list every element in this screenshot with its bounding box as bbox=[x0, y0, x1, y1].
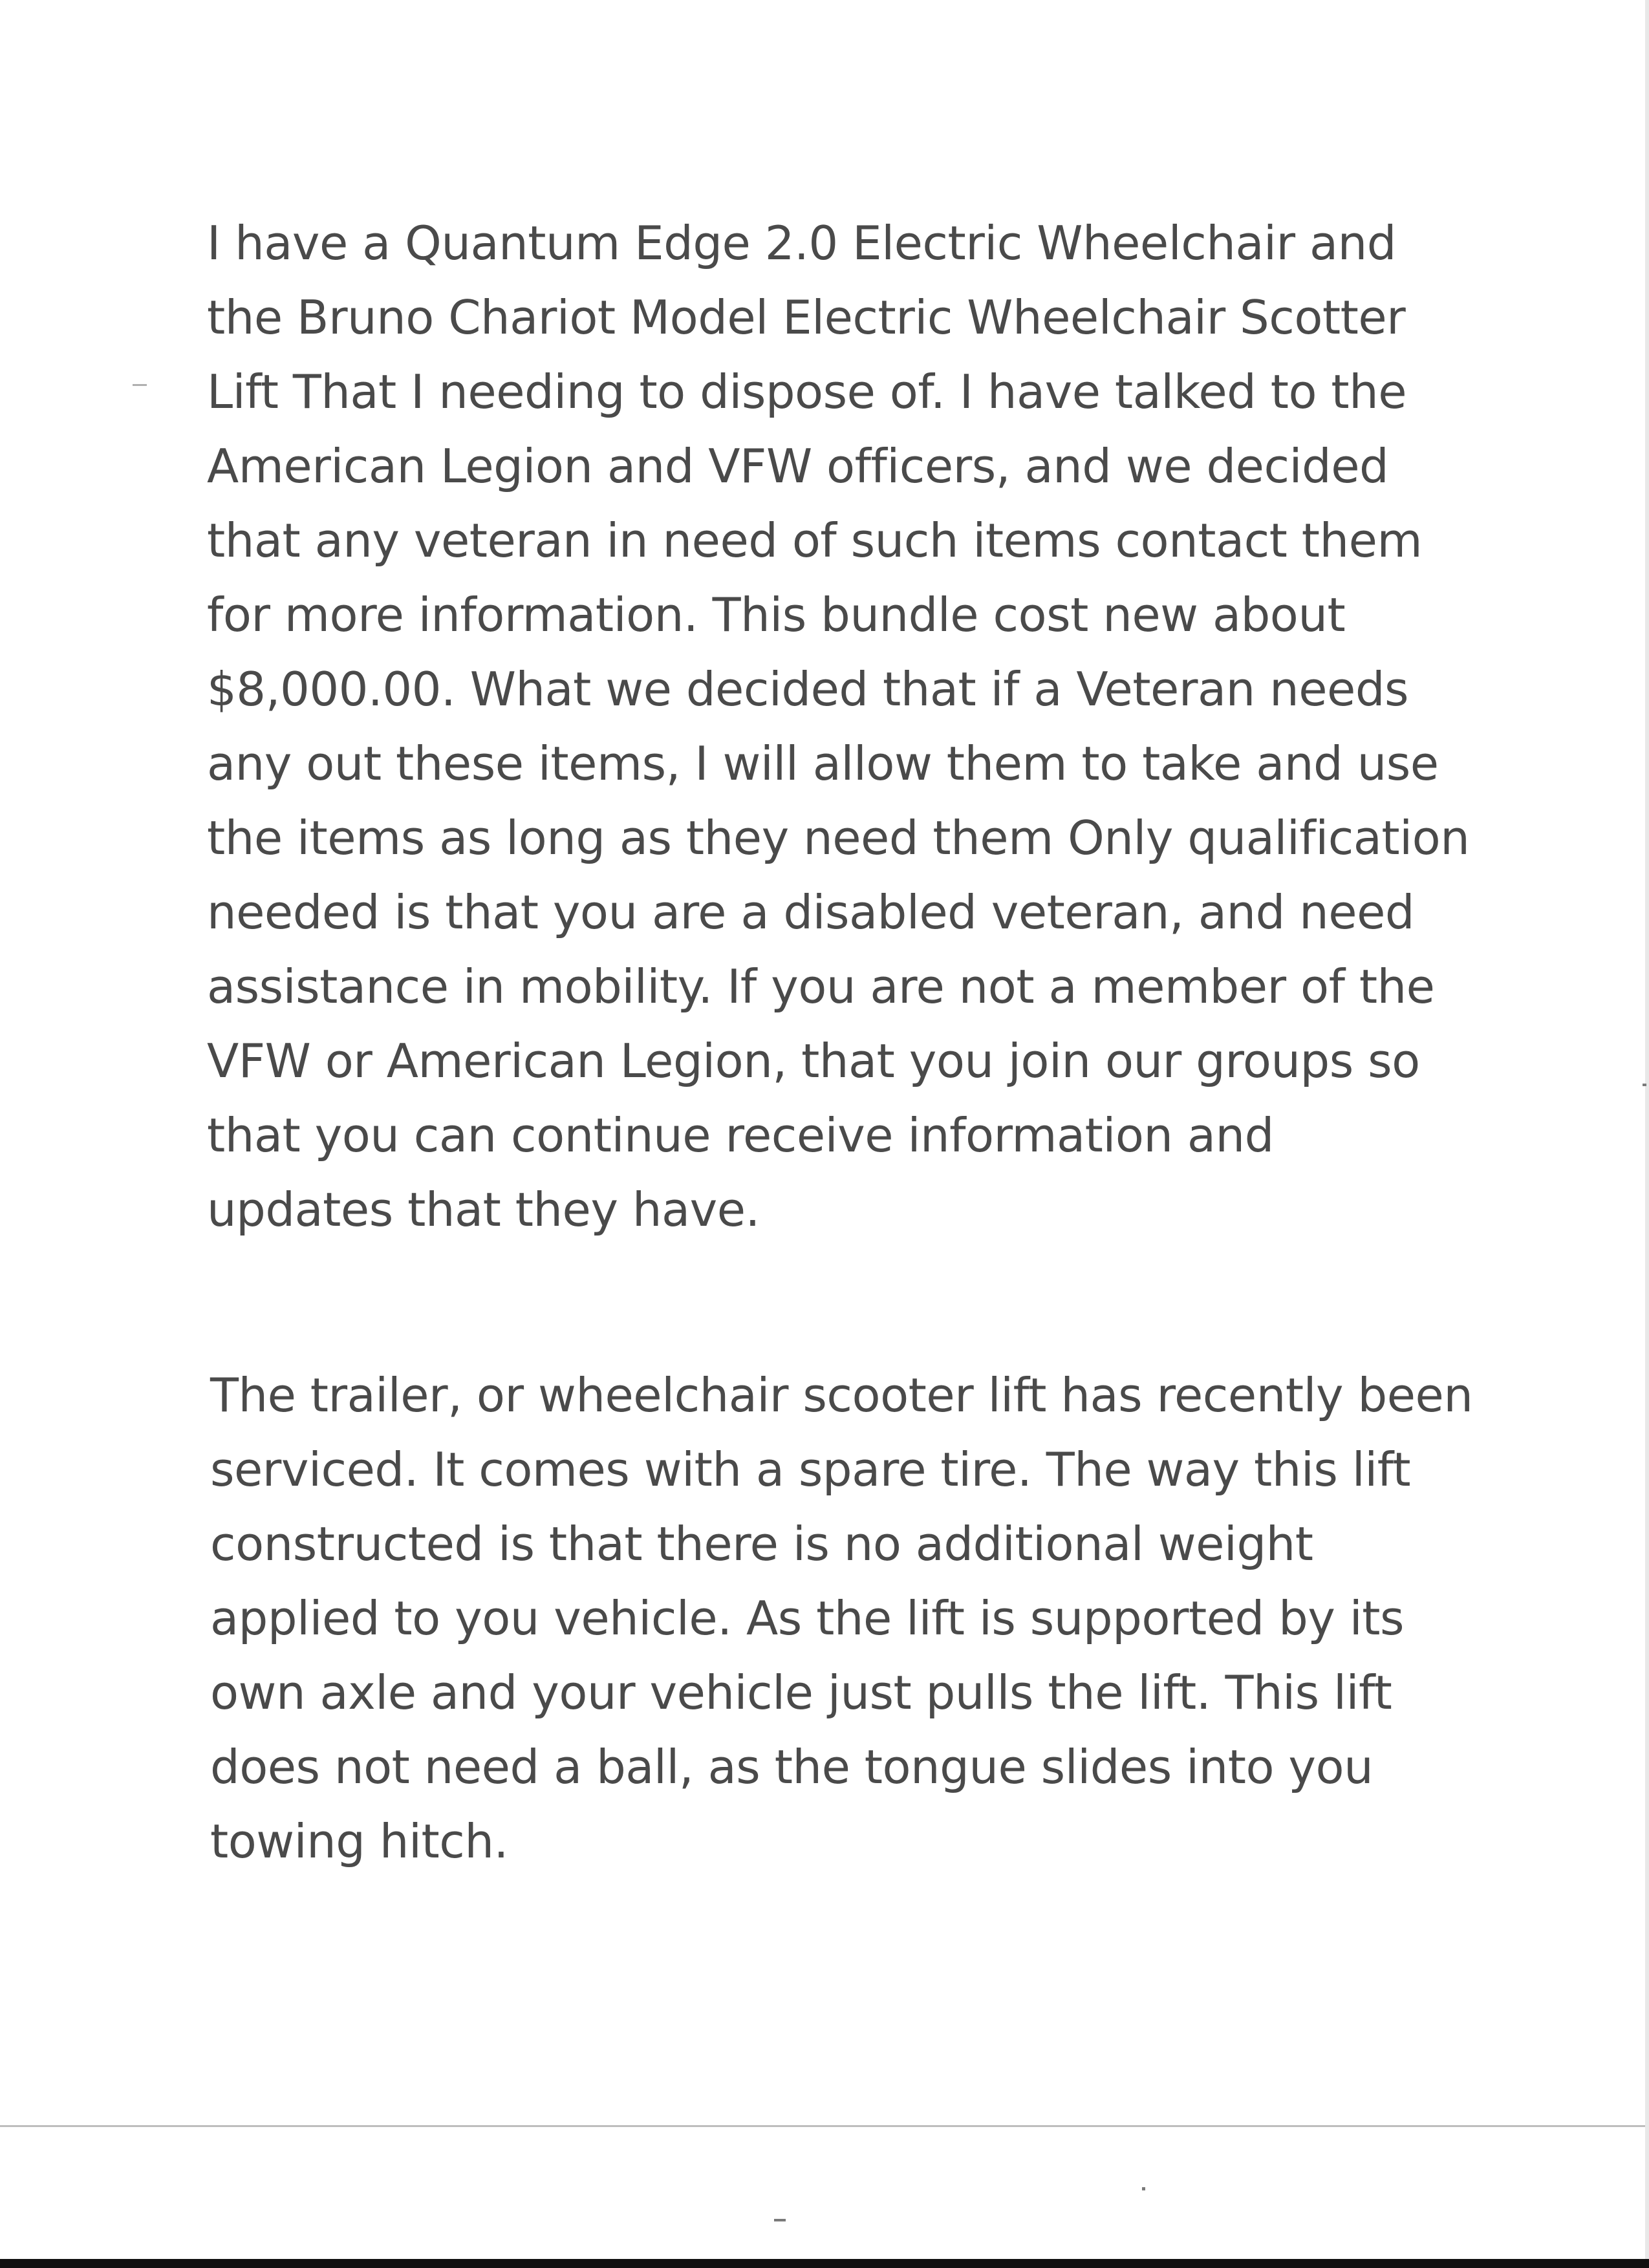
paragraph-1-line: the items as long as they need them Only qualification bbox=[207, 811, 1470, 865]
paragraph-1-line: needed is that you are a disabled veteran, and need bbox=[207, 885, 1415, 939]
paragraph-1-line: the Bruno Chariot Model Electric Wheelchair Scotter bbox=[207, 290, 1406, 345]
paragraph-1-line: Lift That I needing to dispose of. I have talked to the bbox=[207, 365, 1407, 419]
paragraph-1-line: for more information. This bundle cost new about bbox=[207, 588, 1346, 642]
paragraph-2-line: applied to you vehicle. As the lift is supported by its bbox=[210, 1591, 1405, 1645]
scan-fold-line bbox=[0, 2125, 1649, 2127]
paragraph-1-line: I have a Quantum Edge 2.0 Electric Wheelchair and bbox=[207, 216, 1396, 270]
scan-speck bbox=[133, 384, 147, 386]
scan-speck bbox=[1643, 1084, 1646, 1086]
scan-bottom-edge bbox=[0, 2259, 1649, 2268]
paragraph-2-line: does not need a ball, as the tongue slides into you bbox=[210, 1740, 1374, 1794]
paragraph-1-line: American Legion and VFW officers, and we decided bbox=[207, 439, 1389, 493]
paragraph-1-line: updates that they have. bbox=[207, 1182, 760, 1237]
paragraph-2-line: serviced. It comes with a spare tire. The way this lift bbox=[210, 1442, 1411, 1497]
paragraph-2-line: constructed is that there is no additional weight bbox=[210, 1517, 1313, 1571]
paragraph-1-line: any out these items, I will allow them to take and use bbox=[207, 736, 1439, 791]
scan-speck bbox=[1142, 2187, 1145, 2190]
paragraph-1-line: that any veteran in need of such items contact them bbox=[207, 513, 1423, 568]
scan-speck bbox=[774, 2219, 786, 2221]
paragraph-1-line: $8,000.00. What we decided that if a Veteran needs bbox=[207, 662, 1409, 716]
paragraph-2-line: towing hitch. bbox=[210, 1814, 508, 1868]
scan-right-edge bbox=[1645, 0, 1649, 2268]
paragraph-1-line: assistance in mobility. If you are not a member of the bbox=[207, 959, 1435, 1014]
paragraph-1-line: VFW or American Legion, that you join our groups so bbox=[207, 1034, 1420, 1088]
paragraph-2-line: own axle and your vehicle just pulls the lift. This lift bbox=[210, 1665, 1392, 1720]
paragraph-2-line: The trailer, or wheelchair scooter lift has recently been bbox=[210, 1368, 1473, 1422]
paragraph-1-line: that you can continue receive information and bbox=[207, 1108, 1274, 1162]
